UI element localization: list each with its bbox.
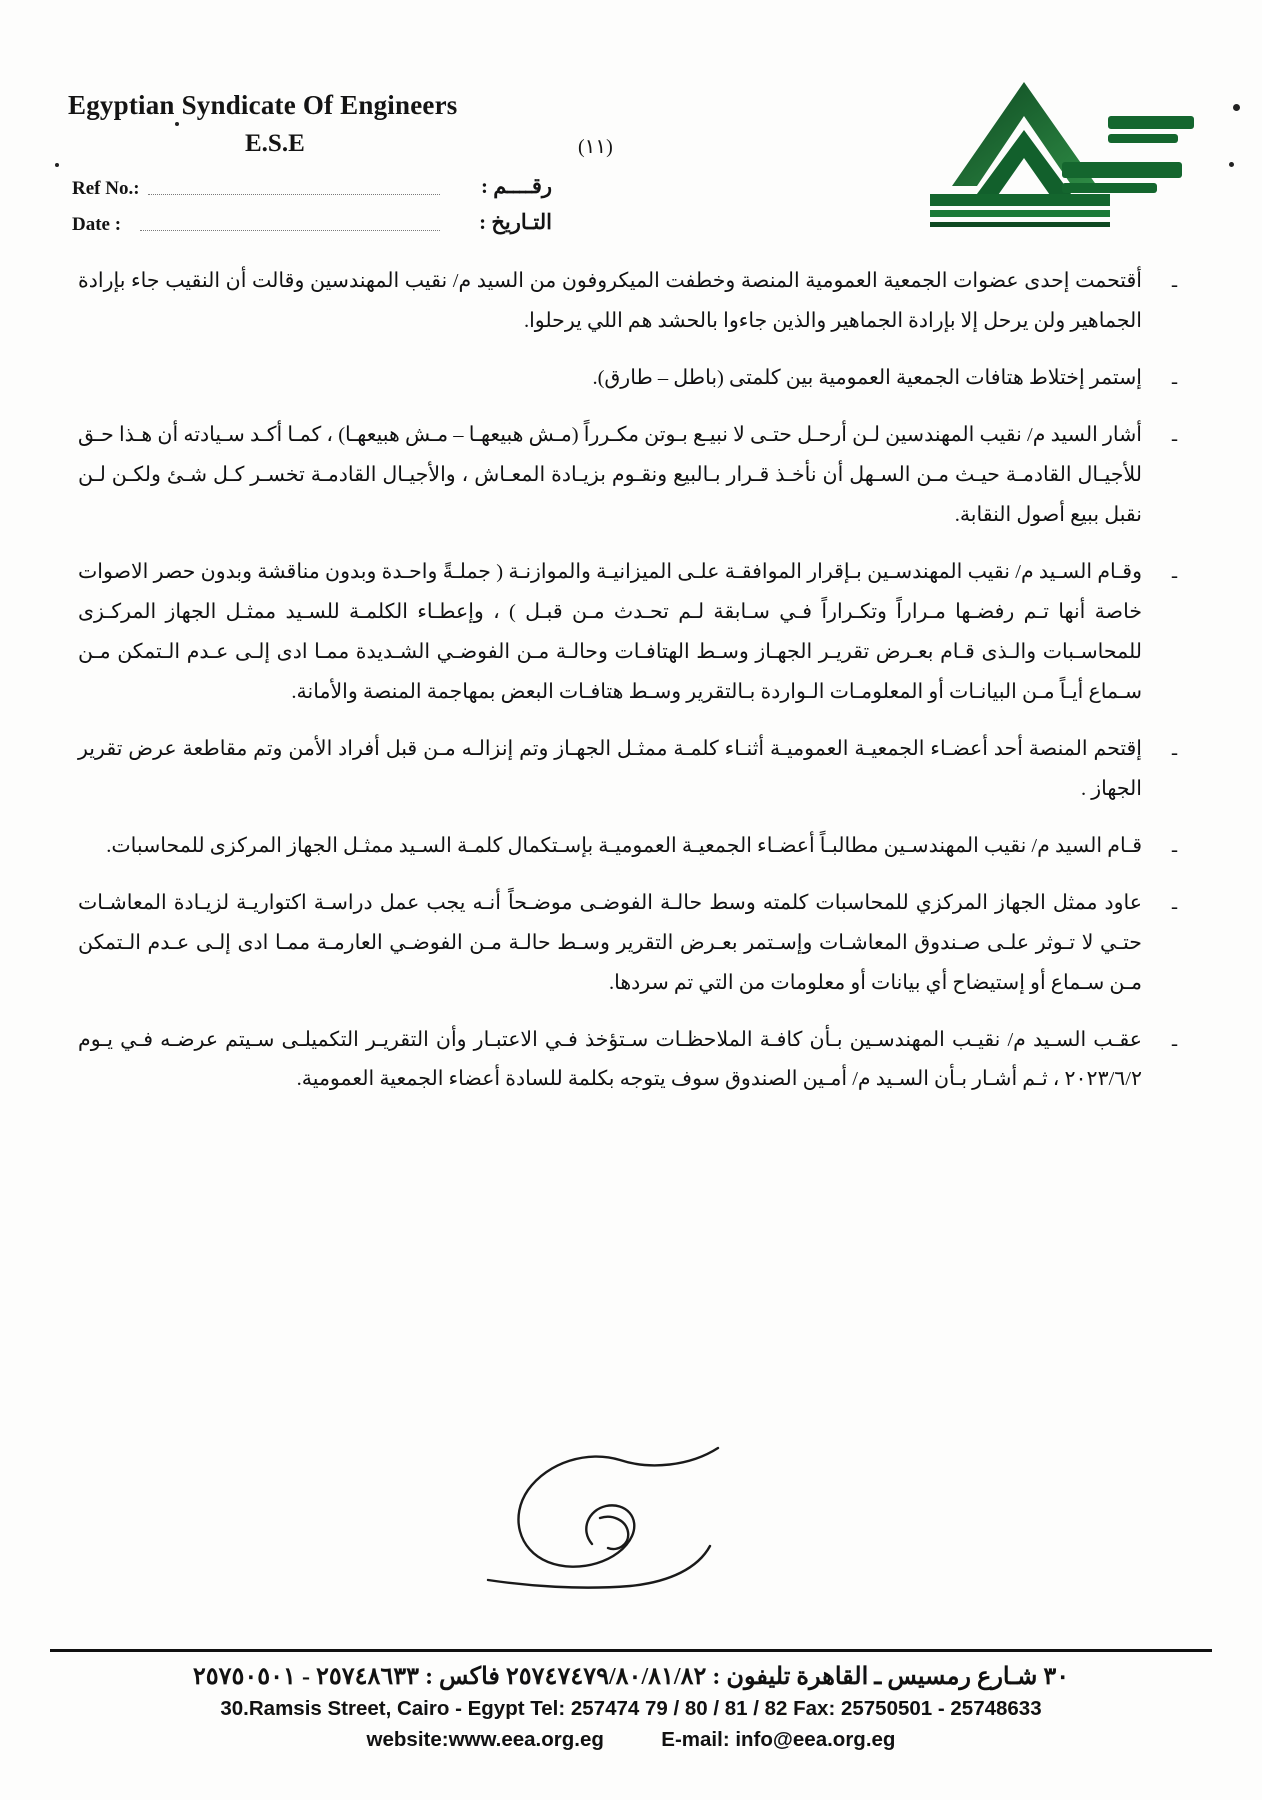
list-item-text: قـام السيد م/ نقيب المهندسـين مطالبـاً أعضـاء الجمعيـة العموميـة بإسـتكمال كلمـة السـيد ممثـل الجهاز المركزى للمحاسبات. bbox=[106, 834, 1142, 857]
bullet-dash: - bbox=[1171, 562, 1178, 587]
list-item bbox=[78, 416, 1184, 536]
footer-divider bbox=[50, 1649, 1212, 1652]
list-item-text: وقـام السـيد م/ نقيب المهندسـين بـإقرار الموافقـة علـى الميزانيـة والموازنـة ( جملـةً واحـدة وبدون مناقشة وبدون حصر الاصوات خاصة أنها تـم رفضـها مـراراً وتكـراراً فـي سـابقة لـم تحـدث مـن قبـل ) ، وإعطـاء الكلمـة للسـيد ممثـل الجهاز المركـزى للمحاسـبات والـذى قـام بعـرض تقريـر الجهـاز وسـط الهتافـات وحالـة مـن الفوضـي الشـديدة ممـا ادى إلـى عـدم الـتمكن مـن سـماع أيـاً مـن البيانـات أو المعلومـات الـواردة بـالتقرير وسـط هتافـات البعض بمهاجمة المنصة والأمانة. bbox=[78, 560, 1142, 703]
list-item bbox=[78, 262, 1184, 342]
bullet-dash: - bbox=[1171, 425, 1178, 450]
list-item-text: إستمر إختلاط هتافات الجمعية العمومية بين كلمتى (باطل – طارق). bbox=[592, 366, 1142, 389]
date-label-en: Date : bbox=[72, 214, 122, 235]
document-body bbox=[78, 262, 1184, 1117]
date-field bbox=[72, 212, 552, 238]
email-text: E-mail: info@eea.org.eg bbox=[661, 1728, 896, 1751]
stray-dot-mark bbox=[175, 122, 179, 126]
website-text: website:www.eea.org.eg bbox=[366, 1728, 604, 1751]
page-number: (١١) bbox=[578, 136, 613, 158]
bullet-dash: - bbox=[1171, 893, 1178, 918]
document-header bbox=[0, 72, 1262, 262]
stray-dot-mark bbox=[1229, 162, 1234, 167]
ref-no-field bbox=[72, 176, 552, 202]
stray-dot-mark bbox=[1233, 104, 1240, 111]
list-item-text: إقتحم المنصة أحد أعضـاء الجمعيـة العموميـة أثنـاء كلمـة ممثـل الجهـاز وتم إنزالـه مـن قبل أفراد الأمن وتم مقاطعة عرض تقرير الجهاز . bbox=[78, 737, 1142, 800]
handwritten-signature bbox=[480, 1440, 740, 1610]
footer-contact-line bbox=[50, 1728, 1212, 1752]
list-item bbox=[78, 827, 1184, 867]
list-item-text: عقـب السـيد م/ نقيـب المهندسـين بـأن كافـة الملاحظـات سـتؤخذ فـي الاعتبـار وأن التقريـر التكميلـى سـيتم عرضـه فـي يـوم ٢٠٢٣/٦/٢ ، ثـم أشـار بـأن السـيد م/ أمـين الصندوق سوف يتوجه بكلمة للسادة أعضاء الجمعية العمومية. bbox=[78, 1028, 1142, 1091]
ref-no-dotted-line bbox=[148, 193, 440, 195]
bullet-dash: - bbox=[1171, 272, 1178, 296]
ref-no-label-ar: رقــــم : bbox=[480, 174, 552, 198]
stray-dot-mark bbox=[55, 163, 59, 167]
footer-address-en: 30.Ramsis Street, Cairo - Egypt Tel: 257474 79 / 80 / 81 / 82 Fax: 25750501 - 25748633 bbox=[220, 1697, 1042, 1720]
list-item bbox=[78, 359, 1184, 399]
organization-title-en: Egyptian Syndicate Of Engineers bbox=[68, 90, 458, 120]
document-footer bbox=[50, 1649, 1212, 1752]
ref-no-label-en: Ref No.: bbox=[72, 178, 140, 199]
list-item-text: أشار السيد م/ نقيب المهندسين لـن أرحـل حتـى لا نبيـع بـوتن مكـرراً (مـش هبيعهـا – مـش هبيعهـا) ، كمـا أكـد سـيادته أن هـذا حـق للأجيـال القادمـة حيـث مـن السـهل أن نأخـذ قـرار بـالبيع ونقـوم بزيـادة المعـاش ، والأجيـال القادمـة تخسـر كـل شـئ ولكـن لـن نقبل ببيع أصول النقابة. bbox=[78, 423, 1142, 526]
bullet-dash: - bbox=[1171, 368, 1178, 393]
minutes-list bbox=[78, 262, 1184, 1100]
bullet-dash: - bbox=[1171, 739, 1178, 764]
footer-address-ar: ٣٠ شـارع رمسيس ـ القاهرة تليفون : ٢٥٧٤٧٤٧٩/٨٠/٨١/٨٢ فاكس : ٢٥٧٤٨٦٣٣ - ٢٥٧٥٠٥٠١ bbox=[192, 1664, 1070, 1690]
list-item bbox=[78, 884, 1184, 1004]
bullet-dash: - bbox=[1171, 836, 1178, 861]
list-item-text: أقتحمت إحدى عضوات الجمعية العمومية المنصة وخطفت الميكروفون من السيد م/ نقيب المهندسين وقالت أن النقيب جاء بإرادة الجماهير ولن يرحل إلا بإرادة الجماهير والذين جاءوا بالحشد هم اللي يرحلوا. bbox=[78, 270, 1142, 332]
date-label-ar: التـاريخ : bbox=[479, 210, 552, 234]
list-item bbox=[78, 553, 1184, 713]
bullet-dash: - bbox=[1171, 1030, 1178, 1055]
date-dotted-line bbox=[140, 229, 440, 231]
list-item bbox=[78, 1021, 1184, 1101]
list-item bbox=[78, 730, 1184, 810]
organization-abbreviation: E.S.E bbox=[245, 130, 305, 157]
syndicate-logo bbox=[912, 76, 1202, 246]
list-item-text: عاود ممثل الجهاز المركزي للمحاسبات كلمته وسط حالـة الفوضـى موضـحاً أنـه يجب عمل دراسـة اكتواريـة لزيـادة المعاشـات حتـي لا تـوثر علـى صـندوق المعاشـات وإسـتمر بعـرض التقرير وسـط حالـة مـن الفوضـي العارمـة ممـا ادى إلـى عـدم الـتمكن مـن سـماع أو إستيضاح أي بيانات أو معلومات من التي تم سردها. bbox=[78, 891, 1142, 994]
